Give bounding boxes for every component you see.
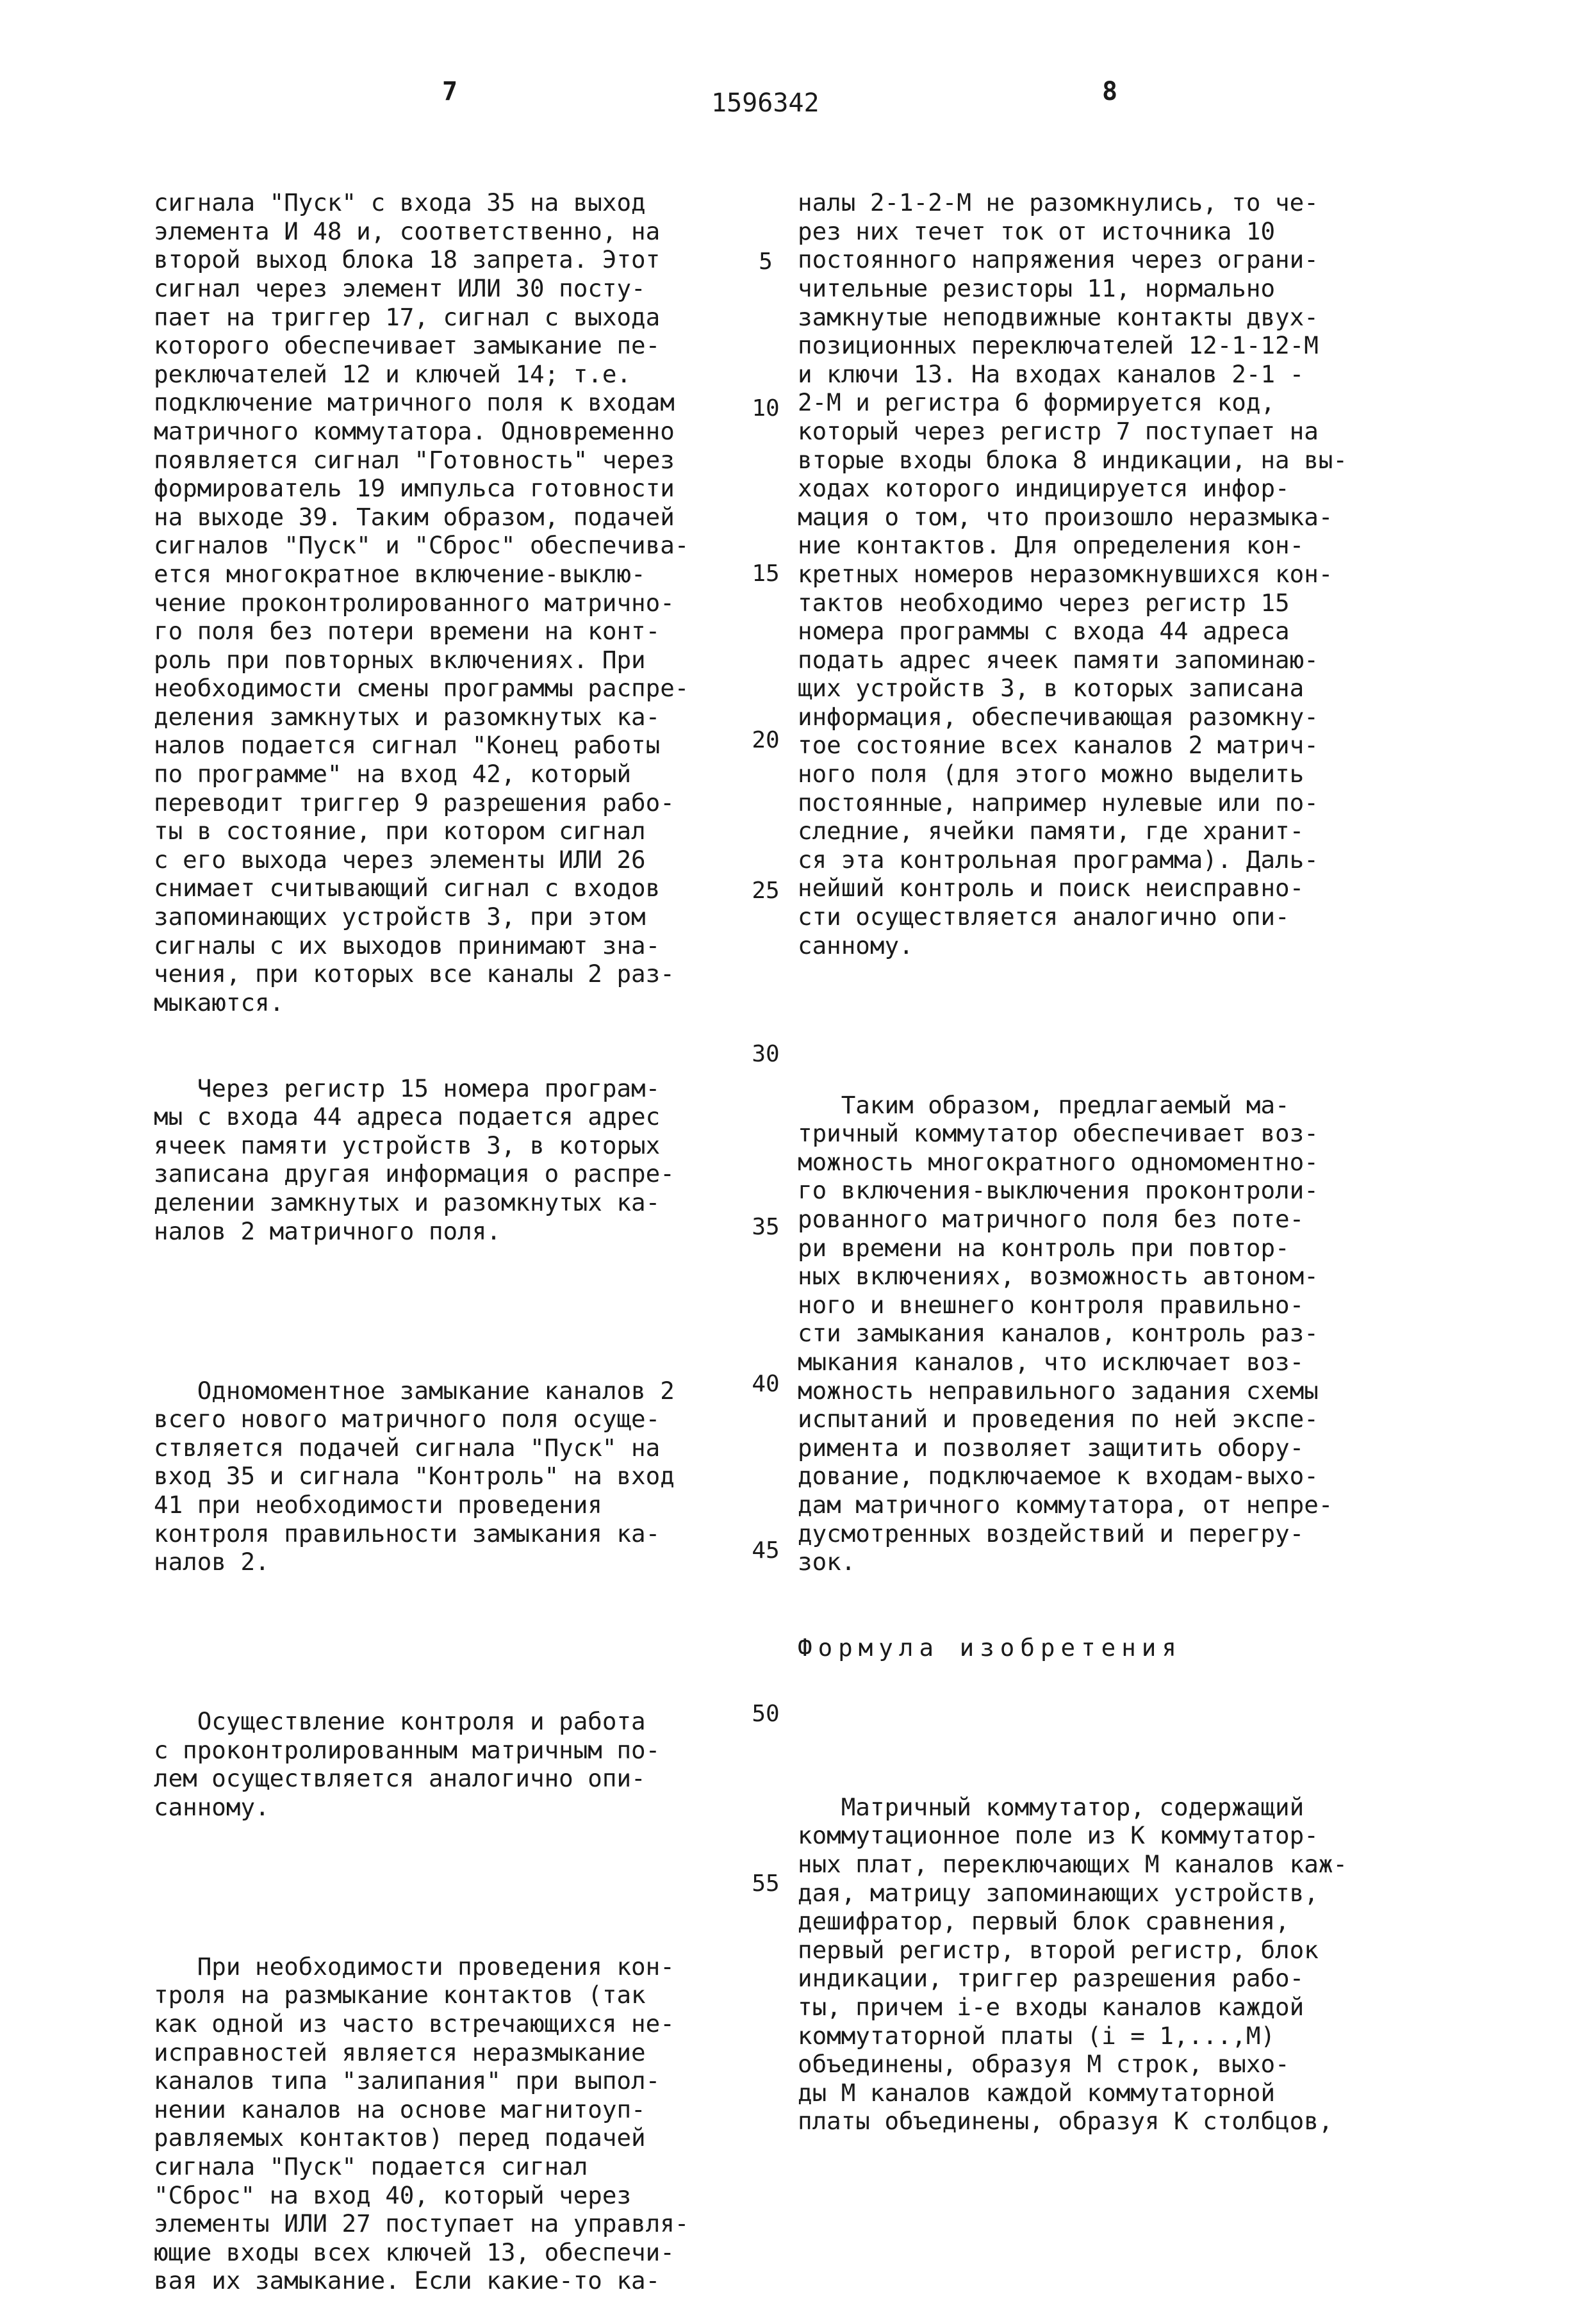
line-number: 20: [752, 727, 780, 753]
right-column: [798, 131, 1400, 2164]
left-column: [154, 131, 756, 2324]
page-number-right: 8: [1102, 77, 1118, 106]
section-heading: Формула изобретения: [798, 1633, 1182, 1662]
line-number: 15: [752, 561, 780, 587]
document-number: 1596342: [711, 88, 819, 118]
paragraph: Таким образом, предлагаемый ма- тричный коммутатор обеспечивает воз- можность многократного одномоментно- го включения-выключения проконтроли- рованного матричного поля без поте- ри времени на контроль при повтор- ных включениях, возможность автоном- ного и внешнего контроля правильно- сти замыкания каналов, контроль раз- мыкания каналов, что исключает воз- можность неправильного задания схемы испытаний и проведения по ней экспе- римента и позволяет защитить обору- дование, подключаемое к входам-выхо- дам матричного коммутатора, от непре- дусмотренных воздействий и перегру- зок.: [798, 1090, 1333, 1576]
paragraph: При необходимости проведения кон- троля на размыкание контактов (так как одной из часто встречающихся не- исправностей является неразмыкание каналов типа "залипания" при выпол- нении каналов на основе магнитоуп- равляемых контактов) перед подачей сигнала "Пуск" подается сигнал "Сброс" на вход 40, который через элементы ИЛИ 27 поступает на управля- ющие входы всех ключей 13, обеспечи- вая их замыкание. Если какие-то ка-: [154, 1952, 689, 2295]
paragraph: Одномоментное замыкание каналов 2 всего нового матричного поля осуще- ствляется подачей сигнала "Пуск" на вход 35 и сигнала "Контроль" на вход 41 при необходимости проведения контроля правильности замыкания ка- налов 2.: [154, 1376, 675, 1576]
page-number-left: 7: [442, 77, 458, 106]
line-number: 55: [752, 1870, 780, 1897]
paragraph: Матричный коммутатор, содержащий коммутационное поле из К коммутатор- ных плат, переключающих М каналов каж- дая, матрицу запоминающих устройств, дешифратор, первый блок сравнения, первый регистр, второй регистр, блок индикации, триггер разрешения рабо- ты, причем i-е входы каналов каждой коммутаторной платы (i = 1,...,М) объединены, образуя М строк, выхо- ды М каналов каждой коммутаторной платы объединены, образуя К столбцов,: [798, 1792, 1347, 2136]
line-number: 25: [752, 878, 780, 904]
paragraph: налы 2-1-2-М не разомкнулись, то че- рез них течет ток от источника 10 постоянного напряжения через ограни- чительные резисторы 11, нормально замкнутые неподвижные контакты двух- позиционных переключателей 12-1-12-М и ключи 13. На входах каналов 2-1 - 2-М и регистра 6 формируется код, который через регистр 7 поступает на вторые входы блока 8 индикации, на вы- ходах которого индицируется инфор- мация о том, что произошло неразмыка- ние контактов. Для определения кон- кретных номеров неразомкнувшихся кон- тактов необходимо через регистр 15 номера программы с входа 44 адреса подать адрес ячеек памяти запоминаю- щих устройств 3, в которых записана информация, обеспечивающая разомкну- тое состояние всех каналов 2 матрич- ного поля (для этого можно выделить постоянные, например нулевые или по- следние, ячейки памяти, где хранит- ся эта контрольная программа). Даль- нейший контроль и поиск неисправно- сти осуществляется аналогично опи- санному.: [798, 188, 1347, 960]
paragraph: Через регистр 15 номера програм- мы с входа 44 адреса подается адрес ячеек памяти устройств 3, в которых записана другая информация о распре- делении замкнутых и разомкнутых ка- налов 2 матричного поля.: [154, 1074, 675, 1245]
line-number: 30: [752, 1041, 780, 1067]
line-number: 45: [752, 1537, 780, 1564]
line-number: 5: [759, 249, 773, 275]
line-number: 50: [752, 1701, 780, 1727]
page-header: [0, 77, 1589, 128]
paragraph: сигнала "Пуск" с входа 35 на выход элемента И 48 и, соответственно, на второй выход блока 18 запрета. Этот сигнал через элемент ИЛИ 30 посту- пает на триггер 17, сигнал с выхода которого обеспечивает замыкание пе- реключателей 12 и ключей 14; т.е. подключение матричного поля к входам матричного коммутатора. Одновременно появляется сигнал "Готовность" через формирователь 19 импульса готовности на выходе 39. Таким образом, подачей сигналов "Пуск" и "Сброс" обеспечива- ется многократное включение-выклю- чение проконтролированного матрично- го поля без потери времени на конт- роль при повторных включениях. При необходимости смены программы распре- деления замкнутых и разомкнутых ка- налов подается сигнал "Конец работы по программе" на вход 42, который переводит триггер 9 разрешения рабо- ты в состояние, при котором сигнал с его выхода через элементы ИЛИ 26 снимает считывающий сигнал с входов запоминающих устройств 3, при этом сигналы с их выходов принимают зна- чения, при которых все каналы 2 раз- мыкаются.: [154, 188, 689, 1017]
line-number: 40: [752, 1371, 780, 1397]
line-number: 35: [752, 1214, 780, 1240]
line-number: 10: [752, 395, 780, 421]
paragraph: Осуществление контроля и работа с проконтролированным матричным по- лем осуществляется аналогично опи- санному.: [154, 1707, 661, 1821]
